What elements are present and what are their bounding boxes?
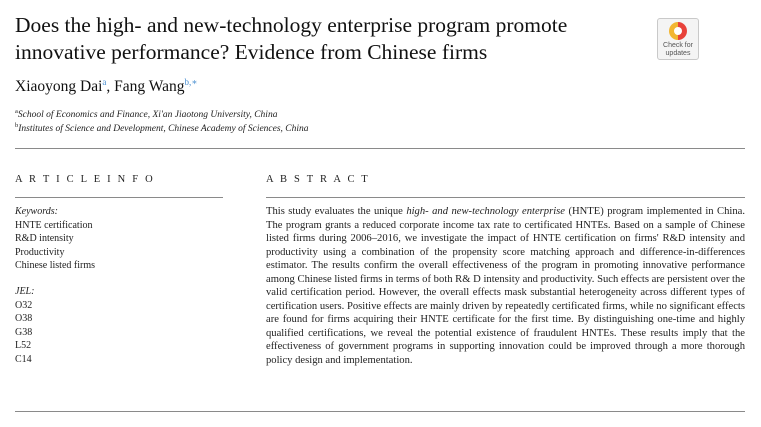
affiliation-line: $^a$School of Economics and Finance, Xi'an Jiaotong University, China bbox=[15, 107, 278, 120]
jel-code: C14 bbox=[15, 353, 32, 365]
divider bbox=[15, 411, 745, 412]
badge-label: Check for updates bbox=[663, 42, 693, 57]
jel-section bbox=[15, 285, 34, 366]
paper-title: Does the high- and new-technology enterprise program promote innovative performance? Evidence from Chinese firms bbox=[15, 13, 568, 64]
abstract-text: This study evaluates the unique high- and new-technology enterprise (HNTE) program implemented in China. The program grants a reduced corporate income tax rate to certificated HNTEs. Based on a sample of Chinese listed firms during 2006–2016, we investigate the impact of HNTE certification on firms' R&D intensity and productivity using a combination of the propensity score matching approach and difference-in-differences estimator. The results confirm the overall effectiveness of the program in promoting innovative performance among Chinese listed firms in terms of both R& D intensity and productivity. Such effects are persistent over the valid certification period. However, the overall effects mask substantial heterogeneity across different types of certification users. Positive effects are mainly driven by repeatedly certificated firms, while no significant effects are found for firms acquiring their HNTE certificate for the first time. By distinguishing one-time and highly qualified certifications, we reveal the potential existence of fraudulent HNTEs. These results imply that the effectiveness of government programs in supporting innovation could be improved through a more thorough policy design and implementation. bbox=[266, 206, 745, 366]
divider bbox=[15, 197, 223, 198]
keyword: Chinese listed firms bbox=[15, 260, 95, 271]
jel-code: O38 bbox=[15, 313, 33, 324]
divider bbox=[15, 148, 745, 149]
jel-code: O32 bbox=[15, 299, 33, 311]
author-list: Xiaoyong Dai$^a$, Fang Wang$^{b,∗}$ bbox=[15, 76, 198, 95]
author-affiliation-link[interactable]: a bbox=[102, 76, 107, 87]
jel-label: JEL: bbox=[15, 286, 35, 297]
author-name: Fang Wang bbox=[114, 78, 185, 95]
jel-code: L52 bbox=[15, 340, 32, 351]
jel-code: G38 bbox=[15, 326, 33, 338]
affiliation-line: $^b$Institutes of Science and Development, Chinese Academy of Sciences, China bbox=[15, 121, 309, 134]
keyword: HNTE certification bbox=[15, 219, 93, 231]
article-info-heading: A R T I C L E I N F O bbox=[15, 174, 155, 185]
check-for-updates-badge[interactable] bbox=[657, 18, 699, 60]
abstract-heading: A B S T R A C T bbox=[266, 174, 370, 185]
divider bbox=[266, 197, 745, 198]
keyword: Productivity bbox=[15, 246, 65, 258]
keywords-section bbox=[15, 205, 95, 273]
author-affiliation-link[interactable]: b,∗ bbox=[184, 76, 198, 87]
crossmark-icon bbox=[669, 22, 687, 40]
affiliations bbox=[15, 108, 309, 136]
keyword: R&D intensity bbox=[15, 233, 74, 244]
author-name: Xiaoyong Dai bbox=[15, 78, 103, 95]
emphasis: high- and new-technology enterprise bbox=[406, 206, 565, 217]
keywords-label: Keywords: bbox=[15, 206, 58, 217]
